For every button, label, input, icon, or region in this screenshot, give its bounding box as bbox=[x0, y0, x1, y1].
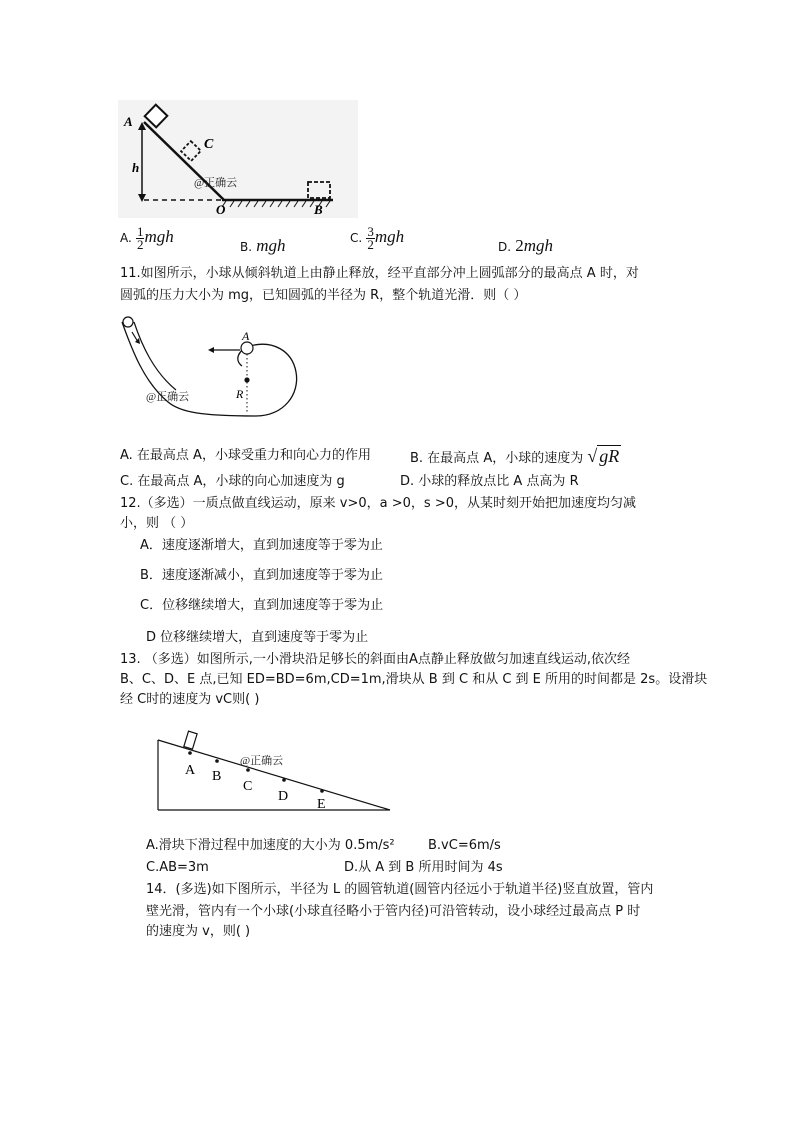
q10-label-c: C bbox=[204, 137, 214, 152]
q10-option-d-coef: 2 bbox=[515, 236, 524, 255]
q12-stem-line1: 12.（多选）一质点做直线运动，原来 v>0，a >0，s >0，从某时刻开始把加速度均匀减 bbox=[120, 496, 636, 511]
q11-figure bbox=[116, 310, 306, 422]
q13-option-d: D.从 A 到 B 所用时间为 4s bbox=[344, 860, 503, 875]
q10-label-h: h bbox=[132, 160, 140, 175]
q11-watermark: @正确云 bbox=[146, 391, 190, 403]
q13-figure bbox=[154, 728, 394, 814]
q13-option-a: A.滑块下滑过程中加速度的大小为 0.5m/s² bbox=[146, 838, 395, 853]
q12-option-a: A．速度逐渐增大，直到加速度等于零为止 bbox=[140, 538, 383, 553]
q11-option-d: D. 小球的释放点比 A 点高为 R bbox=[400, 474, 579, 489]
q10-option-a-label: A. bbox=[120, 231, 132, 245]
q10-label-a: A bbox=[124, 114, 133, 129]
q10-option-b bbox=[240, 236, 285, 256]
q10-option-c-fraction: $\frac{3}{2}$ bbox=[367, 224, 374, 252]
q14-stem-line1: 14．(多选)如下图所示，半径为 L 的圆管轨道(圆管内径远小于轨道半径)竖直放置，管内 bbox=[146, 882, 654, 897]
q11-option-a: A. 在最高点 A，小球受重力和向心力的作用 bbox=[120, 448, 371, 463]
q10-option-d-label: D. bbox=[498, 240, 512, 254]
q10-option-c bbox=[350, 226, 404, 251]
q13-stem-line3: 经 C时的速度为 vC则( ) bbox=[120, 692, 260, 707]
q13-block bbox=[184, 731, 197, 749]
q13-stem-line1: 13. （多选）如图所示,一小滑块沿足够长的斜面由A点静止释放做匀加速直线运动,依次经 bbox=[120, 652, 630, 667]
q11-option-c: C. 在最高点 A，小球的向心加速度为 g bbox=[120, 474, 345, 489]
q11-label-a: A bbox=[242, 329, 250, 343]
q13-label-b: B bbox=[212, 769, 222, 784]
q14-stem-line3: 的速度为 v，则( ) bbox=[146, 924, 251, 939]
q10-option-b-expr: mgh bbox=[256, 236, 286, 255]
q12-stem-line2: 小，则 （ ） bbox=[120, 516, 194, 531]
q10-option-a-expr: mgh bbox=[144, 227, 174, 246]
q13-label-e: E bbox=[317, 797, 326, 812]
q13-option-b: B.vC=6m/s bbox=[428, 838, 501, 853]
q10-label-b: B bbox=[314, 202, 323, 217]
q12-option-c: C．位移继续增大，直到加速度等于零为止 bbox=[140, 598, 384, 613]
q11-option-b-text: B. 在最高点 A，小球的速度为 bbox=[410, 451, 584, 466]
q13-watermark: @正确云 bbox=[240, 755, 284, 767]
q10-figure bbox=[118, 100, 358, 218]
q11-stem-line2: 圆弧的压力大小为 mg，已知圆弧的半径为 R，整个轨道光滑．则（ ） bbox=[120, 288, 527, 303]
q10-label-o: O bbox=[216, 202, 226, 217]
q11-stem-line1: 11.如图所示，小球从倾斜轨道上由静止释放，经平直部分冲上圆弧部分的最高点 A 时，对 bbox=[120, 266, 639, 281]
q13-stem-line2: B、C、D、E 点,已知 ED=BD=6m,CD=1m,滑块从 B 到 C 和从 C 到 E 所用的时间都是 2s。设滑块 bbox=[120, 672, 708, 687]
q12-option-b: B．速度逐渐减小，直到加速度等于零为止 bbox=[140, 568, 383, 583]
q10-option-a-fraction: $\frac{1}{2}$ bbox=[136, 224, 144, 252]
q11-ball-release bbox=[123, 317, 133, 327]
q10-watermark: @正确云 bbox=[194, 177, 238, 189]
q13-label-d: D bbox=[278, 789, 289, 804]
q11-ball-a bbox=[241, 342, 253, 354]
q13-option-c: C.AB=3m bbox=[146, 860, 209, 875]
q12-option-d: D 位移继续增大，直到速度等于零为止 bbox=[146, 630, 369, 645]
q11-option-b bbox=[410, 446, 621, 469]
q10-option-c-expr: mgh bbox=[374, 227, 405, 246]
q10-option-a bbox=[120, 226, 174, 251]
q10-option-d bbox=[498, 236, 553, 256]
q10-option-b-label: B. bbox=[240, 240, 253, 254]
q11-label-r: R bbox=[236, 387, 244, 401]
q14-stem-line2: 壁光滑，管内有一个小球(小球直径略小于管内径)可沿管转动，设小球经过最高点 P 时 bbox=[146, 904, 641, 919]
q13-label-c: C bbox=[243, 779, 253, 794]
q10-option-c-label: C. bbox=[350, 231, 363, 245]
q13-label-a: A bbox=[185, 763, 196, 778]
q10-option-d-expr: mgh bbox=[523, 236, 553, 255]
q11-option-b-sqrt: √ gR bbox=[587, 446, 620, 466]
